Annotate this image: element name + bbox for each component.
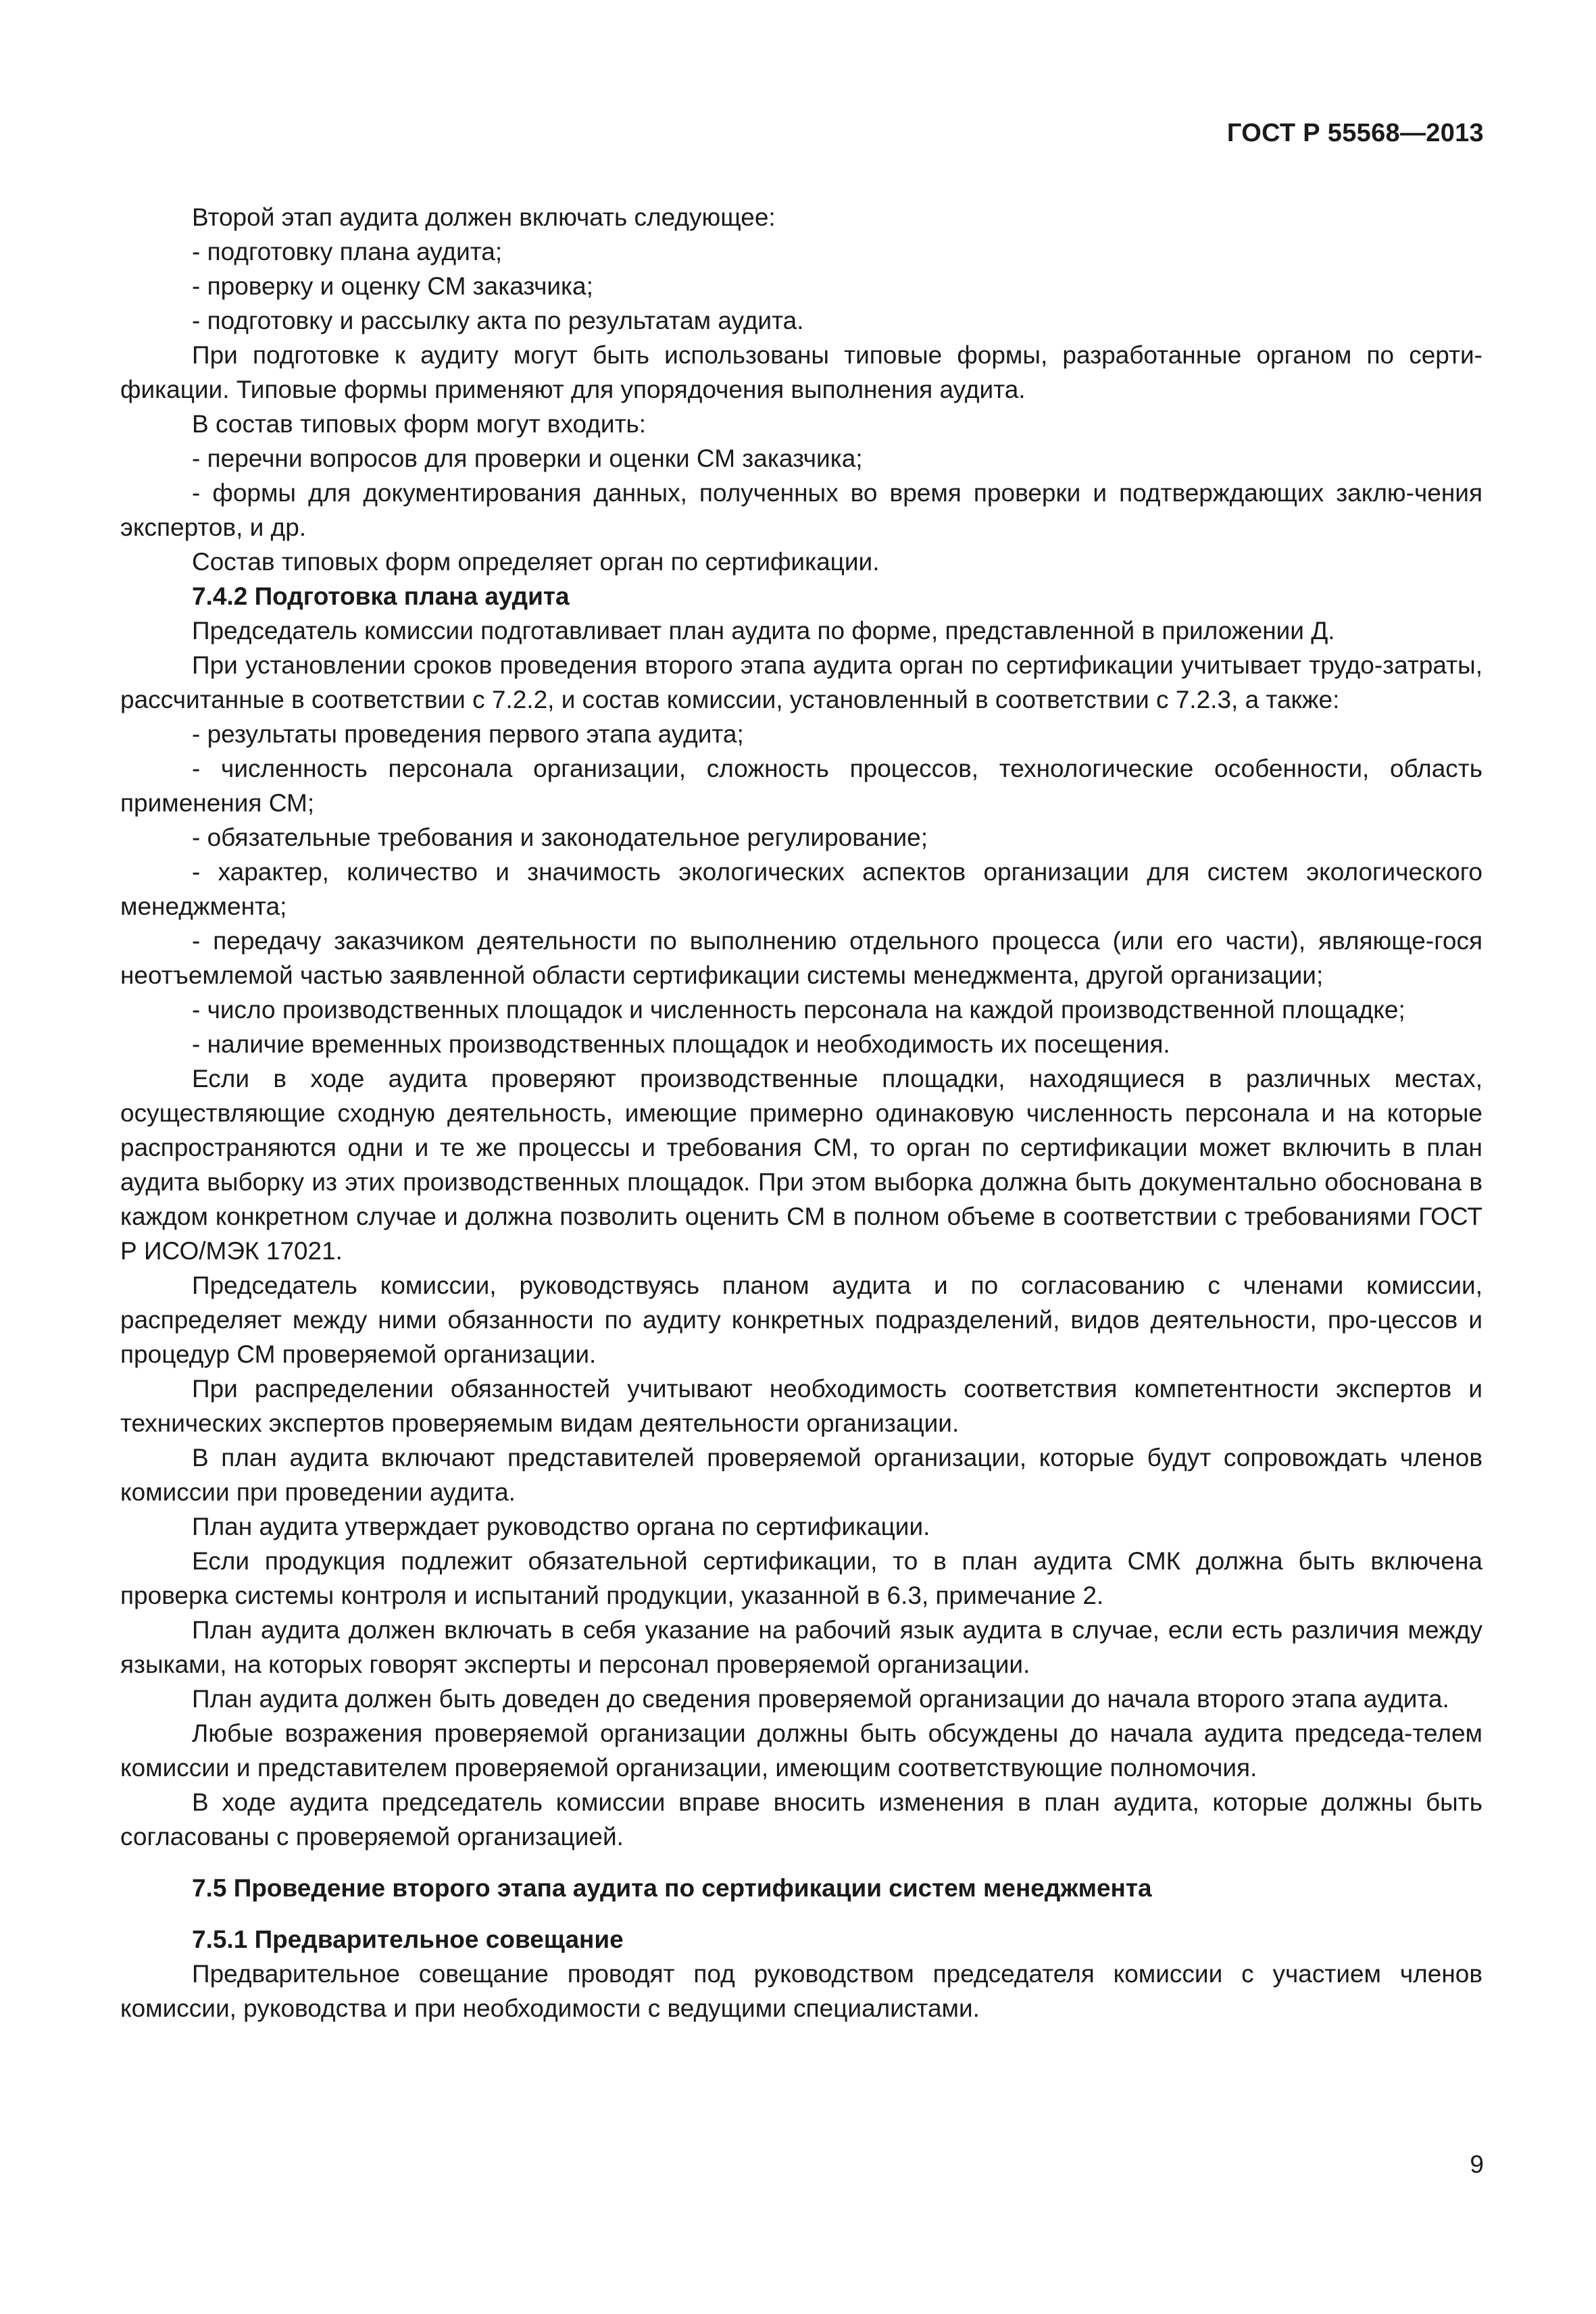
paragraph: Любые возражения проверяемой организации должны быть обсуждены до начала аудита председа-телем комиссии и представителем проверяемой организации, имеющим соответствующие полномочия. bbox=[120, 1719, 1482, 1782]
paragraph: Председатель комиссии, руководствуясь планом аудита и по согласованию с членами комиссии, распределяет между ними обязанности по аудиту конкретных подразделений, видов деятельности, про-цессов и процедур СМ проверяемой организации. bbox=[120, 1272, 1482, 1368]
section-heading-7-5: 7.5 Проведение второго этапа аудита по сертификации систем менеджмента bbox=[192, 1874, 1152, 1902]
paragraph: Предварительное совещание проводят под руководством председателя комиссии с участием членов комиссии, руководства и при необходимости с ведущими специалистами. bbox=[120, 1960, 1482, 2022]
document-code-header: ГОСТ Р 55568—2013 bbox=[1226, 119, 1484, 147]
paragraph: В состав типовых форм могут входить: bbox=[192, 410, 647, 438]
list-item: - результаты проведения первого этапа аудита; bbox=[192, 720, 744, 748]
list-item: - наличие временных производственных площадок и необходимость их посещения. bbox=[192, 1030, 1170, 1058]
paragraph: При установлении сроков проведения второго этапа аудита орган по сертификации учитывает трудо-затраты, рассчитанные в соответствии с 7.2.2, и состав комиссии, установленный в соответствии с 7.2.3, а также: bbox=[120, 651, 1482, 713]
paragraph: При подготовке к аудиту могут быть использованы типовые формы, разработанные органом по серти-фикации. Типовые формы применяют для упорядочения выполнения аудита. bbox=[120, 341, 1482, 403]
paragraph: План аудита должен быть доведен до сведения проверяемой организации до начала второго этапа аудита. bbox=[192, 1685, 1449, 1713]
paragraph: План аудита должен включать в себя указание на рабочий язык аудита в случае, если есть различия между языками, на которых говорят эксперты и персонал проверяемой организации. bbox=[120, 1616, 1482, 1678]
list-item: - проверку и оценку СМ заказчика; bbox=[192, 272, 593, 300]
page-number: 9 bbox=[1470, 2150, 1484, 2178]
paragraph: При распределении обязанностей учитывают необходимость соответствия компетентности экспертов и технических экспертов проверяемым видам деятельности организации. bbox=[120, 1375, 1482, 1437]
paragraph: Состав типовых форм определяет орган по сертификации. bbox=[192, 548, 880, 576]
paragraph: Председатель комиссии подготавливает план аудита по форме, представленной в приложении Д. bbox=[192, 617, 1335, 645]
paragraph: Второй этап аудита должен включать следующее: bbox=[192, 203, 776, 231]
paragraph: В ходе аудита председатель комиссии вправе вносить изменения в план аудита, которые должны быть согласованы с проверяемой организацией. bbox=[120, 1788, 1482, 1851]
list-item: - подготовку плана аудита; bbox=[192, 238, 503, 266]
document-body bbox=[120, 200, 1482, 2026]
list-item: - число производственных площадок и численность персонала на каждой производственной площадке; bbox=[192, 996, 1405, 1024]
paragraph: План аудита утверждает руководство органа по сертификации. bbox=[192, 1513, 930, 1540]
section-heading-7-4-2: 7.4.2 Подготовка плана аудита bbox=[192, 582, 570, 610]
paragraph: В план аудита включают представителей проверяемой организации, которые будут сопровождать членов комиссии при проведении аудита. bbox=[120, 1444, 1482, 1506]
list-item: - характер, количество и значимость экологических аспектов организации для систем экологического менеджмента; bbox=[120, 858, 1482, 920]
list-item: - передачу заказчиком деятельности по выполнению отдельного процесса (или его части), являюще-гося неотъемлемой частью заявленной области сертификации системы менеджмента, другой организации; bbox=[120, 927, 1482, 989]
list-item: - подготовку и рассылку акта по результатам аудита. bbox=[192, 307, 804, 334]
list-item: - перечни вопросов для проверки и оценки СМ заказчика; bbox=[192, 445, 863, 472]
list-item: - формы для документирования данных, полученных во время проверки и подтверждающих заклю-чения экспертов, и др. bbox=[120, 479, 1482, 541]
list-item: - численность персонала организации, сложность процессов, технологические особенности, область применения СМ; bbox=[120, 755, 1482, 817]
section-heading-7-5-1: 7.5.1 Предварительное совещание bbox=[192, 1926, 624, 1953]
paragraph: Если продукция подлежит обязательной сертификации, то в план аудита СМК должна быть включена проверка системы контроля и испытаний продукции, указанной в 6.3, примечание 2. bbox=[120, 1547, 1482, 1609]
list-item: - обязательные требования и законодательное регулирование; bbox=[192, 824, 928, 851]
paragraph: Если в ходе аудита проверяют производственные площадки, находящиеся в различных местах, осуществляющие сходную деятельность, имеющие примерно одинаковую численность персонала и на которые распространяются одни и те же процессы и требования СМ, то орган по сертификации может включить в план аудита выборку из этих производственных площадок. При этом выборка должна быть документально обоснована в каждом конкретном случае и должна позволить оценить СМ в полном объеме в соответствии с требованиями ГОСТ Р ИСО/МЭК 17021. bbox=[120, 1065, 1482, 1265]
